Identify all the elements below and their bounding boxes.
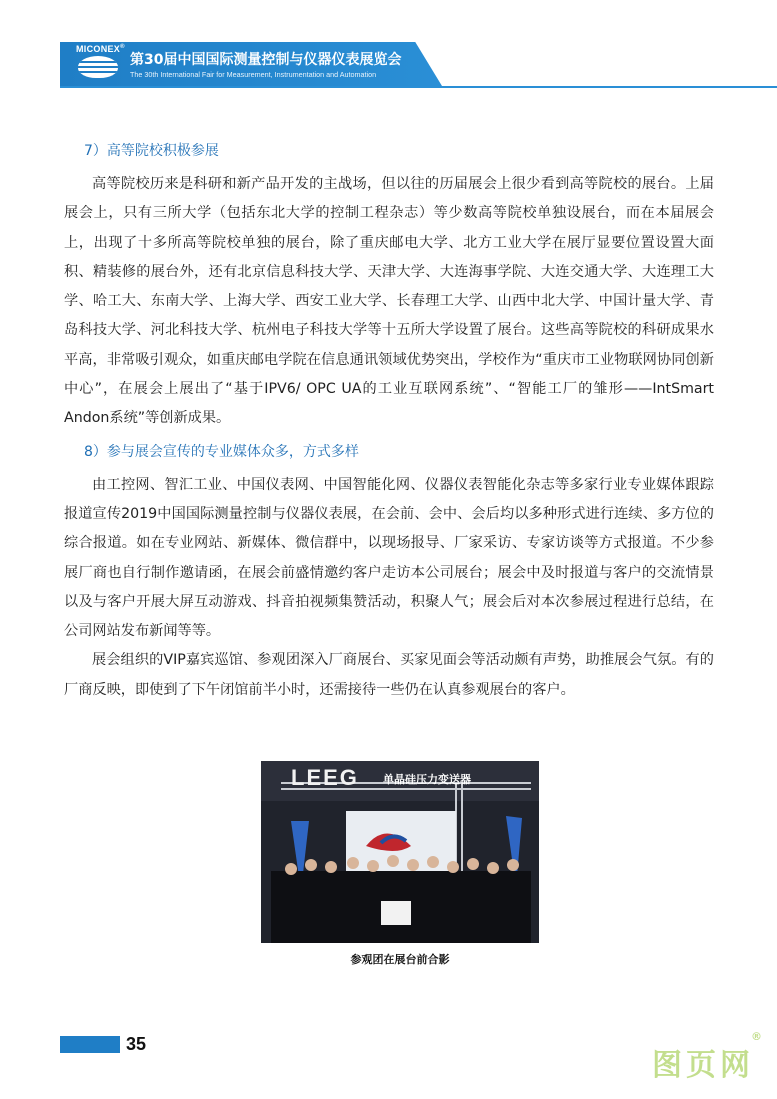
banner-title-cn: 第30届中国国际测量控制与仪器仪表展览会 bbox=[130, 52, 402, 68]
paragraph-universities: 高等院校历来是科研和新产品开发的主战场，但以往的历届展会上很少看到高等院校的展台。上届展会上，只有三所大学（包括东北大学的控制工程杂志）等少数高等院校单独设展台，而在本届展会上，出现了十多所高等院校单独的展台，除了重庆邮电大学、北方工业大学在展厅显要位置设置大面积、精装修的展台外，还有北京信息科技大学、天津大学、大连海事学院、大连交通大学、大连理工大学、哈工大、东南大学、上海大学、西安工业大学、长春理工大学、山西中北大学、中国计量大学、青岛科技大学、河北科技大学、杭州电子科技大学等十五所大学设置了展台。这些高等院校的科研成果水平高，非常吸引观众，如重庆邮电学院在信息通讯领域优势突出，学校作为“重庆市工业物联网协同创新中心”，在展会上展出了“基于IPV6/ OPC UA的工业互联网系统”、“智能工厂的雏形——IntSmart Andon系统”等创新成果。 bbox=[64, 176, 714, 427]
watermark-reg-mark: ® bbox=[751, 1030, 762, 1043]
photo-caption: 参观团在展台前合影 bbox=[350, 953, 450, 966]
paragraph-activities: 展会组织的VIP嘉宾巡馆、参观团深入厂商展台、买家见面会等活动颇有声势，助推展会气氛。有的厂商反映，即使到了下午闭馆前半小时，还需接待一些仍在认真参观展台的客户。 bbox=[64, 652, 714, 698]
page-number: 35 bbox=[126, 1034, 147, 1054]
banner-title-en: The 30th International Fair for Measurement, Instrumentation and Automation bbox=[130, 70, 377, 79]
sign-brand: LEEG bbox=[291, 765, 359, 790]
globe-icon bbox=[78, 56, 118, 78]
logo-wordmark: MICONEX bbox=[76, 44, 121, 54]
section-heading-7: 7）高等院校积极参展 bbox=[84, 143, 219, 159]
sign-text: 单晶硅压力变送器 bbox=[383, 773, 471, 786]
watermark-text: 图页网 bbox=[652, 1048, 754, 1083]
paragraph-media: 由工控网、智汇工业、中国仪表网、中国智能化网、仪器仪表智能化杂志等多家行业专业媒体跟踪报道宣传2019中国国际测量控制与仪器仪表展，在会前、会中、会后均以多种形式进行连续、多方位的综合报道。如在专业网站、新媒体、微信群中，以现场报导、厂家采访、专家访谈等方式报道。不少参展厂商也自行制作邀请函，在展会前盛情邀约客户走访本公司展台；展会中及时报道与客户的交流情景以及与客户开展大屏互动游戏、抖音拍视频集赞活动，积聚人气；展会后对本次参展过程进行总结，在公司网站发布新闻等等。 bbox=[64, 476, 714, 640]
exhibition-photo bbox=[261, 761, 539, 943]
header-banner bbox=[60, 42, 442, 86]
logo-reg-mark: ® bbox=[120, 44, 125, 50]
footer-bar bbox=[60, 1036, 120, 1053]
logo-text bbox=[76, 44, 125, 54]
article-body bbox=[64, 141, 714, 705]
section-heading-8: 8）参与展会宣传的专业媒体众多，方式多样 bbox=[84, 443, 359, 460]
header-rule bbox=[60, 86, 777, 88]
watermark bbox=[652, 1030, 762, 1084]
